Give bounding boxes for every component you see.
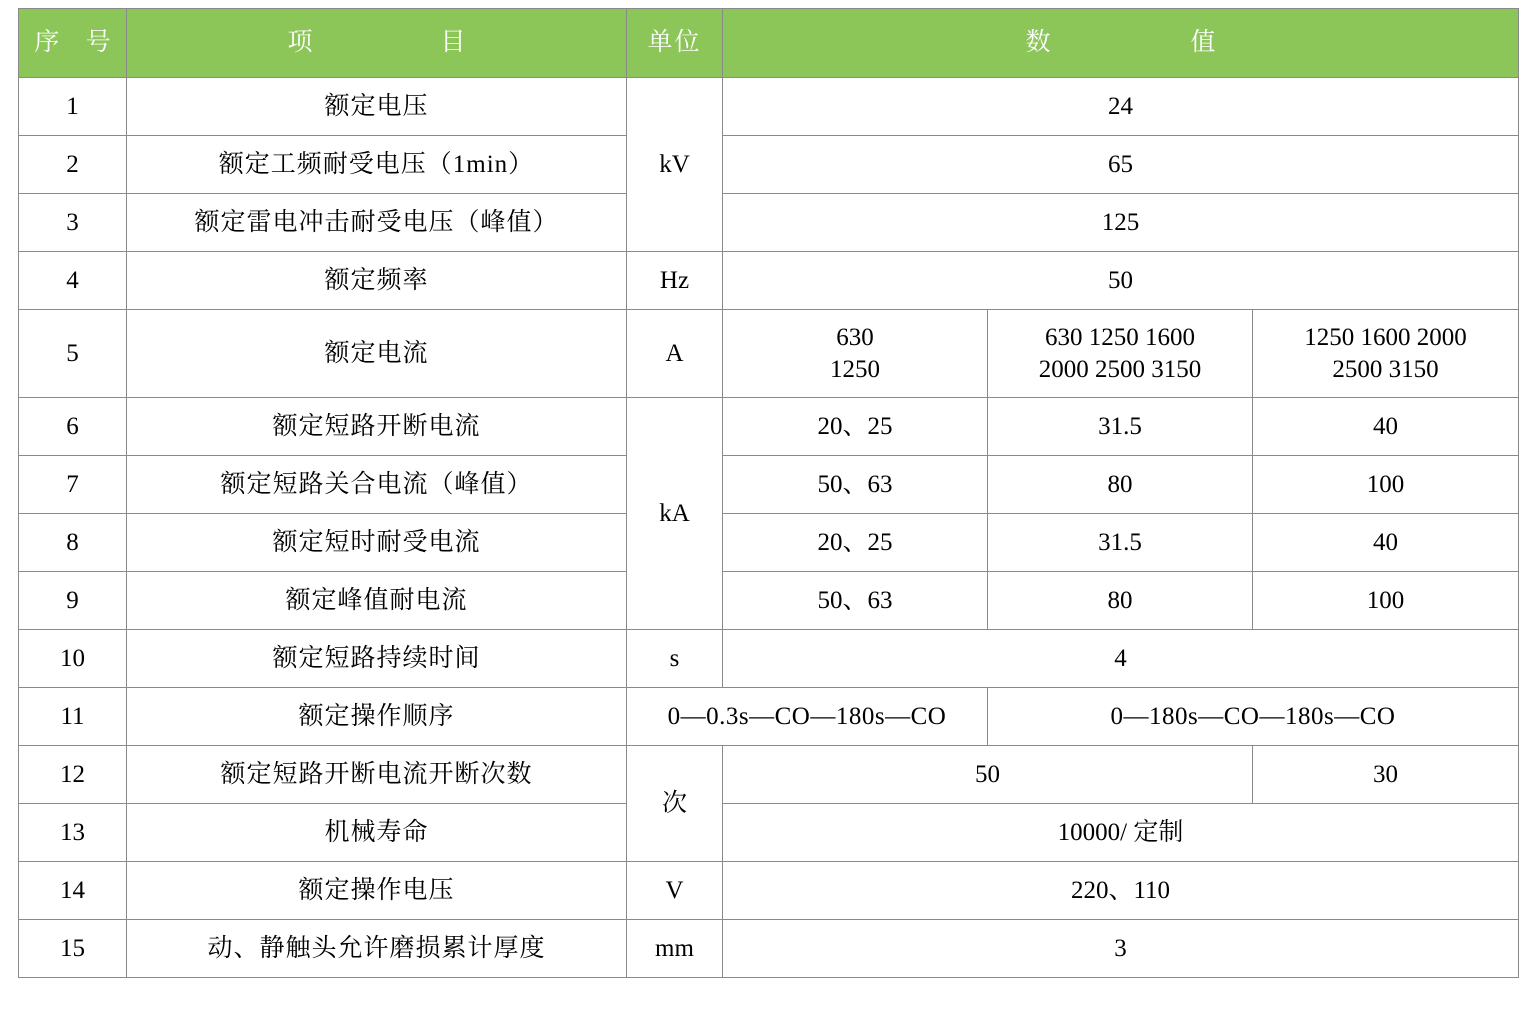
row-no: 14 (18, 862, 126, 920)
row-no: 15 (18, 920, 126, 978)
table-row (18, 804, 1518, 862)
table-header (18, 9, 1518, 78)
row-value-left: 50 (722, 746, 1252, 804)
row-item: 额定短路关合电流（峰值） (126, 456, 626, 514)
row-item: 额定操作顺序 (126, 688, 626, 746)
value-line-1: 630 1250 1600 (1044, 324, 1195, 352)
row-no: 3 (18, 194, 126, 252)
row-unit: Hz (626, 252, 722, 310)
row-item: 额定短路持续时间 (126, 630, 626, 688)
row-unit: kA (626, 398, 722, 630)
table-row (18, 572, 1518, 630)
row-value: 4 (722, 630, 1518, 688)
row-value: 65 (722, 136, 1518, 194)
row-no: 4 (18, 252, 126, 310)
table-row (18, 456, 1518, 514)
table-row (18, 688, 1518, 746)
row-value-right: 0—180s—CO—180s—CO (987, 688, 1518, 746)
row-value-col3: 40 (1252, 398, 1518, 456)
row-unit: s (626, 630, 722, 688)
value-line-2: 2500 3150 (1332, 355, 1439, 383)
row-item: 额定短路开断电流 (126, 398, 626, 456)
row-value-col3: 40 (1252, 514, 1518, 572)
table-row (18, 746, 1518, 804)
row-value-col3: 100 (1252, 456, 1518, 514)
row-value-col3 (1252, 310, 1518, 398)
row-item: 额定短路开断电流开断次数 (126, 746, 626, 804)
technical-parameters-table (18, 8, 1519, 978)
row-no: 10 (18, 630, 126, 688)
row-value-left: 0—0.3s—CO—180s—CO (626, 688, 987, 746)
row-value-col1: 20、25 (722, 398, 987, 456)
row-value-col1 (722, 310, 987, 398)
row-no: 9 (18, 572, 126, 630)
table-row (18, 252, 1518, 310)
table-row (18, 194, 1518, 252)
value-line-1: 630 (836, 324, 874, 352)
table-row (18, 136, 1518, 194)
row-item: 机械寿命 (126, 804, 626, 862)
table-body (18, 78, 1518, 978)
row-unit: 次 (626, 746, 722, 862)
row-no: 8 (18, 514, 126, 572)
table-row (18, 514, 1518, 572)
table-row (18, 78, 1518, 136)
row-value: 220、110 (722, 862, 1518, 920)
row-value: 24 (722, 78, 1518, 136)
row-value-col2: 31.5 (987, 514, 1252, 572)
table-row (18, 630, 1518, 688)
row-value-col2: 80 (987, 456, 1252, 514)
row-no: 2 (18, 136, 126, 194)
row-unit: kV (626, 78, 722, 252)
row-no: 6 (18, 398, 126, 456)
row-value: 50 (722, 252, 1518, 310)
row-value-col1: 20、25 (722, 514, 987, 572)
row-no: 13 (18, 804, 126, 862)
table-row (18, 862, 1518, 920)
row-value: 3 (722, 920, 1518, 978)
value-line-1: 1250 1600 2000 (1304, 324, 1467, 352)
row-value-col2: 80 (987, 572, 1252, 630)
row-unit: V (626, 862, 722, 920)
value-line-2: 2000 2500 3150 (1038, 355, 1202, 383)
row-value: 125 (722, 194, 1518, 252)
row-item: 动、静触头允许磨损累计厚度 (126, 920, 626, 978)
column-header-item: 项 目 (126, 9, 626, 78)
row-value-col2: 31.5 (987, 398, 1252, 456)
value-line-2: 1250 (829, 355, 880, 383)
table-row (18, 310, 1518, 398)
row-unit: A (626, 310, 722, 398)
row-value-col2 (987, 310, 1252, 398)
row-value: 10000/ 定制 (722, 804, 1518, 862)
row-item: 额定电压 (126, 78, 626, 136)
row-unit: mm (626, 920, 722, 978)
column-header-value: 数 值 (722, 9, 1518, 78)
row-value-col3: 100 (1252, 572, 1518, 630)
row-no: 5 (18, 310, 126, 398)
row-no: 11 (18, 688, 126, 746)
row-no: 7 (18, 456, 126, 514)
table-row (18, 398, 1518, 456)
row-value-right: 30 (1252, 746, 1518, 804)
row-item: 额定短时耐受电流 (126, 514, 626, 572)
row-item: 额定电流 (126, 310, 626, 398)
row-item: 额定操作电压 (126, 862, 626, 920)
row-no: 12 (18, 746, 126, 804)
column-header-unit: 单位 (626, 9, 722, 78)
row-no: 1 (18, 78, 126, 136)
table-row (18, 920, 1518, 978)
row-item: 额定工频耐受电压（1min） (126, 136, 626, 194)
row-item: 额定雷电冲击耐受电压（峰值） (126, 194, 626, 252)
row-value-col1: 50、63 (722, 572, 987, 630)
row-item: 额定峰值耐电流 (126, 572, 626, 630)
column-header-no: 序 号 (18, 9, 126, 78)
row-value-col1: 50、63 (722, 456, 987, 514)
row-item: 额定频率 (126, 252, 626, 310)
